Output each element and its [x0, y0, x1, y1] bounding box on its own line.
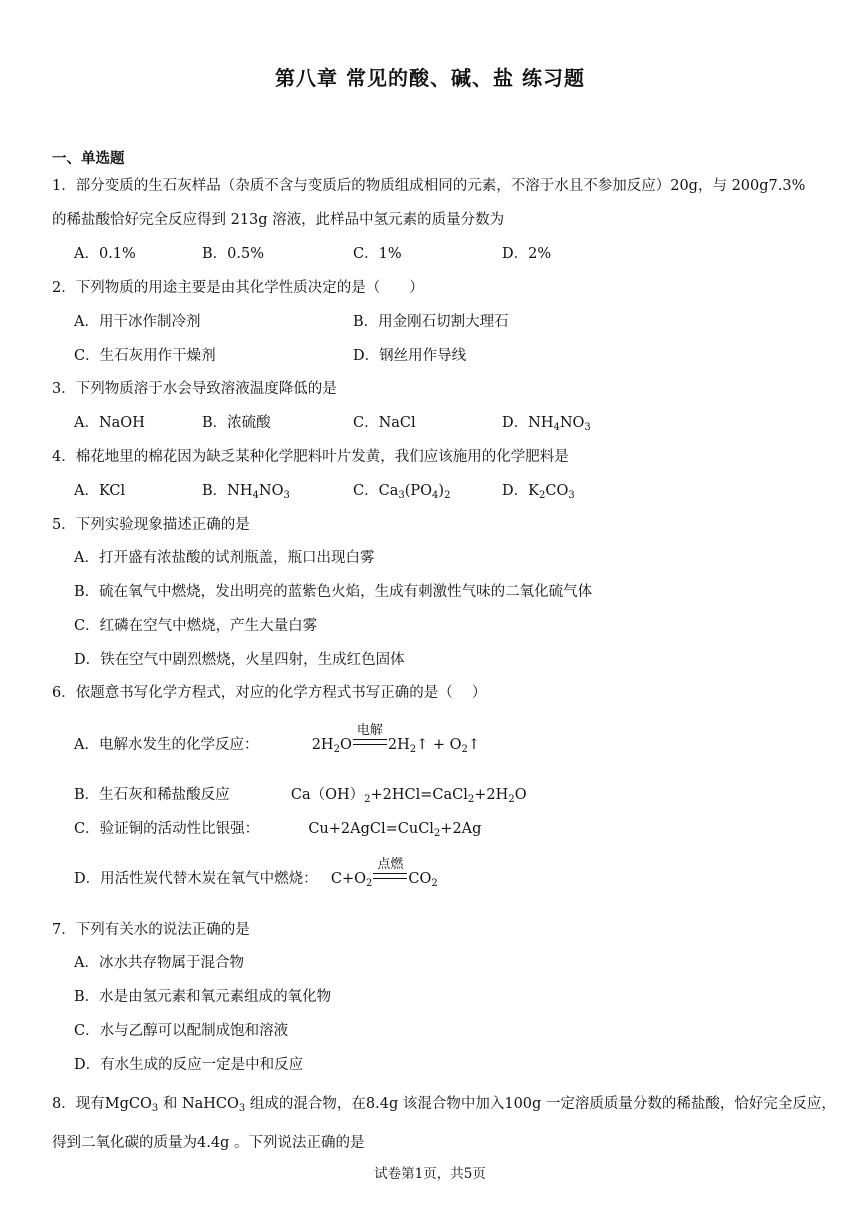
q3-option-c: C．NaCl	[353, 415, 416, 431]
q4-option-a: A．KCl	[74, 483, 126, 499]
q5-option-b: B．硫在氧气中燃烧，发出明亮的蓝紫色火焰，生成有刺激性气味的二氧化硫气体	[74, 584, 593, 600]
question-5-stem: 5．下列实验现象描述正确的是	[52, 517, 250, 533]
q6-option-d	[74, 857, 438, 889]
q6-option-a-equation: $2H_2O$ 电解 $2H_2↑$ + $O_2↑$	[312, 737, 480, 753]
q2-option-b: B．用金刚石切割大理石	[353, 314, 509, 330]
q3-option-d: D．$NH_4NO_3$	[502, 415, 591, 433]
q7-option-a: A．冰水共存物属于混合物	[74, 955, 244, 971]
q6-option-c-label: C．验证铜的活动性比银强：	[74, 821, 260, 837]
q6-option-a	[74, 723, 481, 755]
q3-option-a: A．NaOH	[74, 415, 145, 431]
question-8-line-1: 8．现有MgCO$_3$ 和 NaHCO$_3$ 组成的混合物，在8.4g 该混合物中加入100g 一定溶质质量分数的稀盐酸，恰好完全反应，	[52, 1096, 836, 1114]
question-2-stem: 2．下列物质的用途主要是由其化学性质决定的是（ ）	[52, 280, 424, 296]
q7-option-d: D．有水生成的反应一定是中和反应	[74, 1057, 304, 1073]
q2-option-c: C．生石灰用作干燥剂	[74, 348, 216, 364]
question-3-stem: 3．下列物质溶于水会导致溶液温度降低的是	[52, 381, 337, 397]
question-6-stem: 6．依题意书写化学方程式，对应的化学方程式书写正确的是（ ）	[52, 685, 487, 701]
page-footer: 试卷第1页，共5页	[374, 1166, 486, 1182]
q5-option-d: D．铁在空气中剧烈燃烧，火星四射，生成红色固体	[74, 652, 405, 668]
q5-option-c: C．红磷在空气中燃烧，产生大量白雾	[74, 618, 318, 634]
q6-option-b	[74, 783, 527, 804]
q5-option-a: A．打开盛有浓盐酸的试剂瓶盖，瓶口出现白雾	[74, 550, 375, 566]
q6-option-c-equation: Cu+2AgCl=CuCl$_2$+2Ag	[308, 821, 482, 839]
q6-option-b-label: B．生石灰和稀盐酸反应	[74, 787, 230, 803]
q2-option-d: D．钢丝用作导线	[353, 348, 467, 364]
q4-option-c: C．$Ca_3(PO_4)_2$	[353, 483, 451, 501]
q7-option-b: B．水是由氢元素和氧元素组成的氧化物	[74, 989, 332, 1005]
q1-option-c: C．1%	[353, 246, 402, 262]
question-8-line-2: 得到二氧化碳的质量为4.4g 。下列说法正确的是	[52, 1135, 365, 1151]
question-1-line-1: 1．部分变质的生石灰样品（杂质不含与变质后的物质组成相同的元素，不溶于水且不参加反应）20g，与 200g7.3%	[52, 178, 806, 194]
q6-option-b-equation: $Ca(OH)_2+2HCl=CaCl_2+2H_2O$	[290, 787, 527, 805]
q1-option-b: B．0.5%	[202, 246, 264, 262]
q2-option-a: A．用干冰作制冷剂	[74, 314, 201, 330]
page-title: 第八章 常见的酸、碱、盐 练习题	[275, 66, 585, 90]
q6-option-a-label: A．电解水发生的化学反应：	[74, 737, 259, 753]
q4-option-b: B．$NH_4NO_3$	[202, 483, 290, 501]
q3-option-b: B．浓硫酸	[202, 415, 271, 431]
q6-option-d-label: D．用活性炭代替木炭在氧气中燃烧：	[74, 871, 318, 887]
q1-option-d: D．2%	[502, 246, 552, 262]
question-7-stem: 7．下列有关水的说法正确的是	[52, 922, 250, 938]
q4-option-d: D．$K_2CO_3$	[502, 483, 575, 501]
question-4-stem: 4．棉花地里的棉花因为缺乏某种化学肥料叶片发黄，我们应该施用的化学肥料是	[52, 449, 569, 465]
q7-option-c: C．水与乙醇可以配制成饱和溶液	[74, 1023, 289, 1039]
reaction-condition: 点燃	[377, 857, 404, 872]
q6-option-c	[74, 817, 481, 838]
q1-option-a: A．0.1%	[74, 246, 136, 262]
question-1-line-2: 的稀盐酸恰好完全反应得到 213g 溶液，此样品中氢元素的质量分数为	[52, 212, 505, 228]
reaction-condition: 电解	[356, 723, 383, 738]
section-heading: 一、单选题	[52, 150, 125, 167]
q6-option-d-equation: $C+O_2$ 点燃 $CO_2$	[331, 871, 438, 887]
